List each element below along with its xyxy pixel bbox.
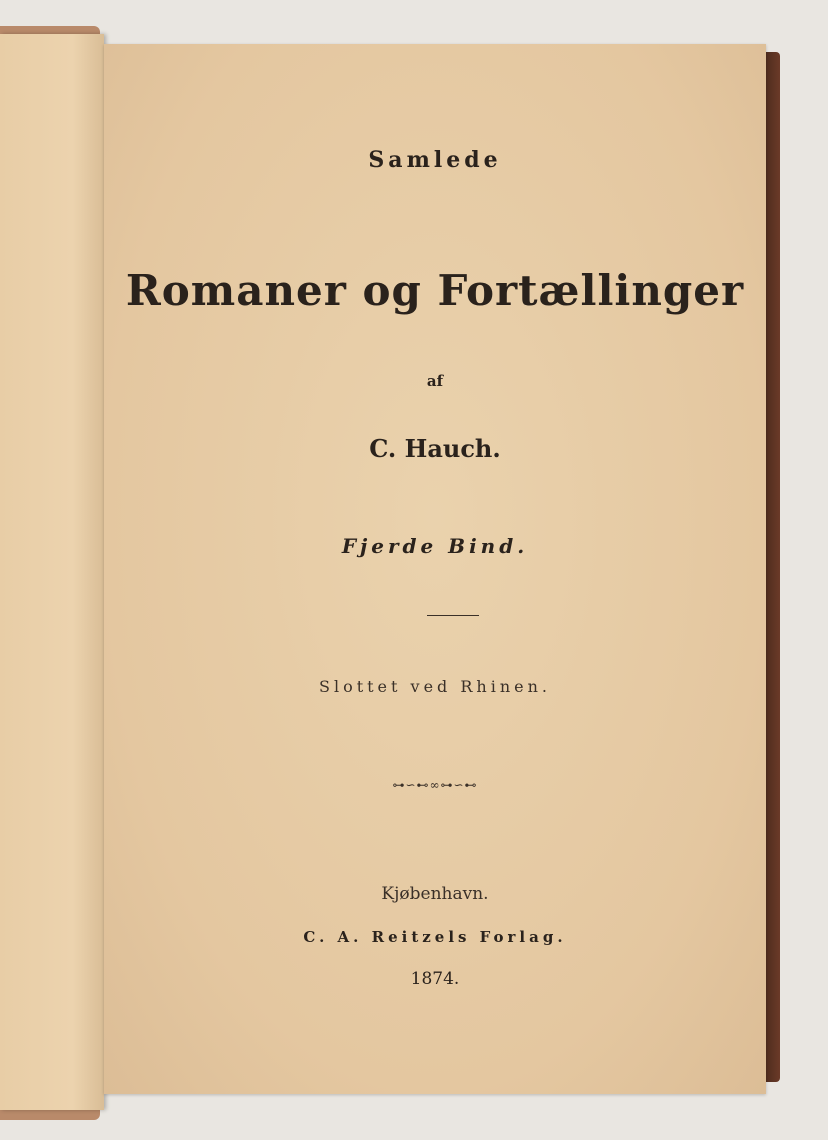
ornament: ⊶∽⊷∞⊶∽⊷ [392, 778, 478, 792]
author: C. Hauch. [369, 434, 501, 463]
heading-samlede: Samlede [368, 147, 502, 173]
subtitle: Slottet ved Rhinen. [318, 677, 552, 696]
left-page [0, 34, 104, 1110]
title-page [104, 44, 766, 1094]
volume: Fjerde Bind. [341, 534, 529, 558]
book-title: Romaner og Fortællinger [125, 266, 745, 315]
year: 1874. [410, 969, 460, 989]
by-label: af [426, 372, 444, 390]
place: Kjøbenhavn. [381, 884, 489, 904]
divider-rule [427, 615, 479, 616]
publisher: C. A. Reitzels Forlag. [303, 928, 567, 946]
